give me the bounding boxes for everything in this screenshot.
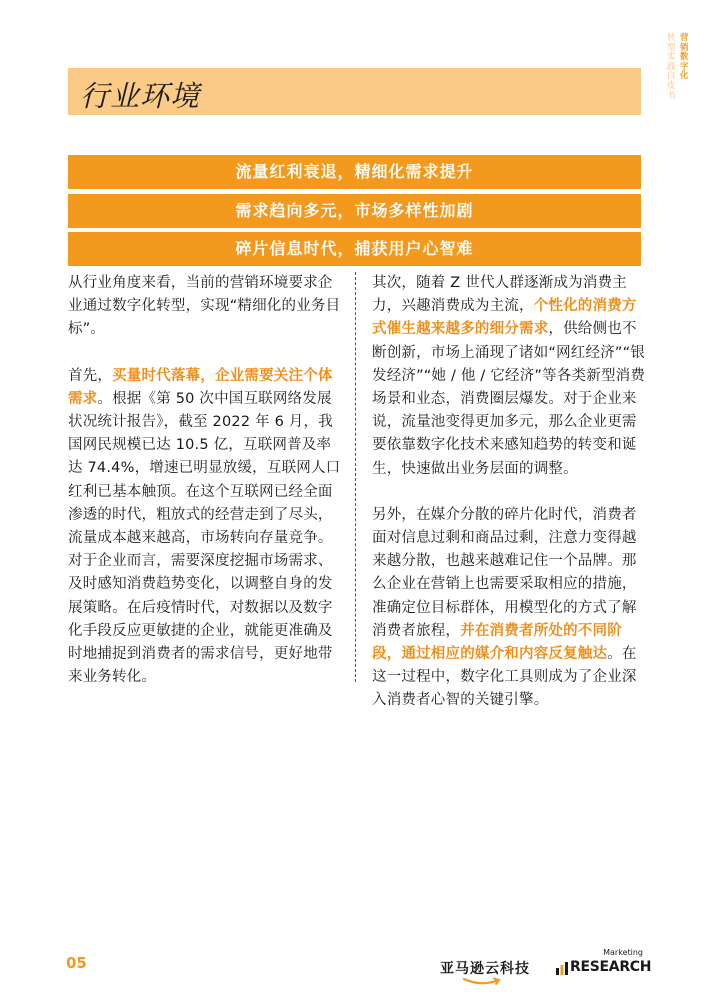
left-paragraph-1: 从行业角度来看，当前的营销环境要求企业通过数字化转型，实现“精细化的业务目标”。: [68, 275, 341, 338]
section-title: 行业环境: [80, 79, 201, 113]
side-title-char: 化: [680, 71, 689, 82]
side-title-line-a: [667, 34, 676, 101]
amazon-logo: [440, 958, 530, 978]
right-p1-prefix: 其次，随着 Z 世代人群逐渐成为消费主力，兴趣消费成为主流，: [372, 275, 627, 315]
banner-traffic: 流量红利衰退，精细化需求提升: [68, 155, 641, 189]
column-divider: [355, 272, 356, 682]
side-title-line-b: [680, 34, 689, 82]
amazon-smile-icon: [462, 977, 502, 987]
side-title-char: 数: [680, 52, 689, 63]
left-p2-prefix: 首先，: [68, 367, 113, 384]
right-p1-highlight: 个性化的消费方式催生越来越多的细分需求: [372, 298, 637, 338]
left-paragraph-2: [68, 365, 344, 690]
side-title-char: 践: [667, 61, 676, 72]
side-title-char: 实: [667, 52, 676, 63]
left-p2-highlight: 买量时代落幕，企业需要关注个体需求: [68, 367, 333, 407]
left-p2-rest: 。根据《第 50 次中国互联网络发展状况统计报告》，截至 2022 年 6 月，我国网民规模已达 10.5 亿，互联网普及率达 74.4%，增速已明显放缓，互联网人口红利已基本触顶。在这个互联网已经全面渗透的时代，粗放式的经营走到了尽头，流量成本越来越高，市场转向存量竞争。对于企业而言，需要深度挖掘市场需求、及时感知消费趋势变化，以调整自身的发展策略。在后疫情时代，对数据以及数字化手段反应更敏捷的企业，就能更准确及时地捕捉到消费者的需求信号，更好地带来业务转化。: [68, 390, 341, 686]
bars-icon: [556, 962, 570, 975]
amazon-logo-text: 亚马逊云科技: [440, 961, 530, 977]
banner-mindshare: 碎片信息时代，捕获用户心智难: [68, 232, 641, 266]
side-title-char: 书: [667, 90, 676, 101]
left-column: [68, 272, 344, 712]
page-number: 05: [66, 954, 87, 972]
side-title-char: 型: [667, 42, 676, 53]
side-title-char: 皮: [667, 80, 676, 91]
right-p2-highlight: 并在消费者所处的不同阶段，通过相应的媒介和内容反复触达: [372, 622, 622, 663]
side-title-char: 白: [667, 71, 676, 82]
right-paragraph-2: [372, 504, 648, 713]
side-title-char: 销: [680, 42, 689, 53]
right-p1-rest: ，供给侧也不断创新，市场上涌现了诸如“网红经济”“银发经济”“她 / 他 / 它经济”等各类新型消费场景和业态，消费圈层爆发。对于企业来说，流量池变得更加多元，那么企业更需要依靠数字化技术来感知趋势的转变和诞生，快速做出业务层面的调整。: [372, 321, 646, 477]
right-paragraph-1: [372, 272, 648, 481]
right-p2-rest: 。在这一过程中，数字化工具则成为了企业深入消费者心智的关键引擎。: [372, 646, 637, 709]
side-title-char: 营: [680, 33, 689, 43]
side-title-char: 转: [667, 33, 676, 43]
side-title-char: 字: [680, 61, 689, 72]
marketing-research-logo: [556, 948, 651, 978]
logo-marketing-text: Marketing: [603, 948, 643, 957]
right-p2-prefix: 另外，在媒介分散的碎片化时代，消费者面对信息过剩和商品过剩，注意力变得越来越分散，也越来越难记住一个品牌。那么企业在营销上也需要采取相应的措施，准确定位目标群体，用模型化的方式了解消费者旅程，: [372, 506, 637, 639]
right-column: [372, 272, 648, 736]
logo-research-text: RESEARCH: [570, 959, 652, 975]
section-title-bar: [68, 68, 641, 115]
banner-diversity: 需求趋向多元，市场多样性加剧: [68, 194, 641, 228]
